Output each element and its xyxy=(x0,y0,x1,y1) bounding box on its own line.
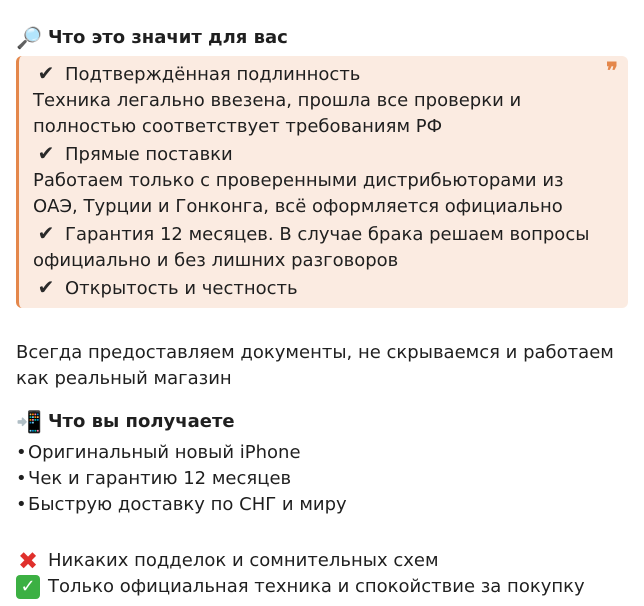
official-row xyxy=(16,574,628,600)
quote-item-body: ОАЭ, Турции и Гонконга, всё оформляется официально xyxy=(33,196,563,217)
bullet-icon: • xyxy=(16,494,27,515)
checkmark-icon: ✔ xyxy=(37,275,55,299)
list-item-text: Быструю доставку по СНГ и миру xyxy=(28,494,347,515)
quote-mark-icon: ❞ xyxy=(606,58,618,84)
quote-item-title-text: Подтверждённая подлинность xyxy=(65,64,361,85)
section-heading-get xyxy=(16,404,628,440)
quote-item-title xyxy=(33,274,592,302)
section-heading-meaning xyxy=(16,20,628,56)
official-text: Только официальная техника и спокойствие за покупку xyxy=(48,576,585,597)
list-item-text: Чек и гарантию 12 месяцев xyxy=(28,468,292,489)
quote-item-title-text: Открытость и честность xyxy=(65,278,298,299)
section-heading-text: Что это значит для вас xyxy=(48,27,288,48)
list-item xyxy=(16,492,628,518)
quote-item-title xyxy=(33,140,592,168)
no-fakes-row xyxy=(16,548,628,574)
paragraph-line: Всегда предоставляем документы, не скрываемся и работаем xyxy=(16,342,614,363)
quote-item-body: Техника легально ввезена, прошла все проверки и xyxy=(33,90,522,111)
quote-item-body: Работаем только с проверенными дистрибьюторами из xyxy=(33,170,564,191)
cross-mark-icon: ✖ xyxy=(17,547,39,575)
paragraph-line: как реальный магазин xyxy=(16,368,232,389)
list-item xyxy=(16,440,628,466)
quote-item-body: официально и без лишних разговоров xyxy=(33,250,399,271)
magnifier-icon: 🔎 xyxy=(16,26,43,50)
phone-arrow-icon: 📲 xyxy=(16,410,43,434)
no-fakes-text: Никаких подделок и сомнительных схем xyxy=(48,550,439,571)
quote-item-title-text: Гарантия 12 месяцев. В случае брака решаем вопросы xyxy=(65,224,590,245)
list-item xyxy=(16,466,628,492)
quote-item-body: полностью соответствует требованиям РФ xyxy=(33,116,443,137)
quote-item-title-text: Прямые поставки xyxy=(65,144,233,165)
quote-item-title xyxy=(33,60,592,88)
blockquote xyxy=(16,56,628,308)
section-heading-text: Что вы получаете xyxy=(48,411,235,432)
bullet-icon: • xyxy=(16,442,27,463)
bullet-icon: • xyxy=(16,468,27,489)
status-section xyxy=(16,548,628,600)
checkmark-icon: ✔ xyxy=(37,61,55,85)
message-body xyxy=(16,20,628,600)
quote-item-title xyxy=(33,220,592,248)
what-you-get-section xyxy=(16,404,628,518)
check-box-icon: ✓ xyxy=(16,575,40,599)
list-item-text: Оригинальный новый iPhone xyxy=(28,442,301,463)
checkmark-icon: ✔ xyxy=(37,221,55,245)
checkmark-icon: ✔ xyxy=(37,141,55,165)
documents-paragraph xyxy=(16,340,628,392)
